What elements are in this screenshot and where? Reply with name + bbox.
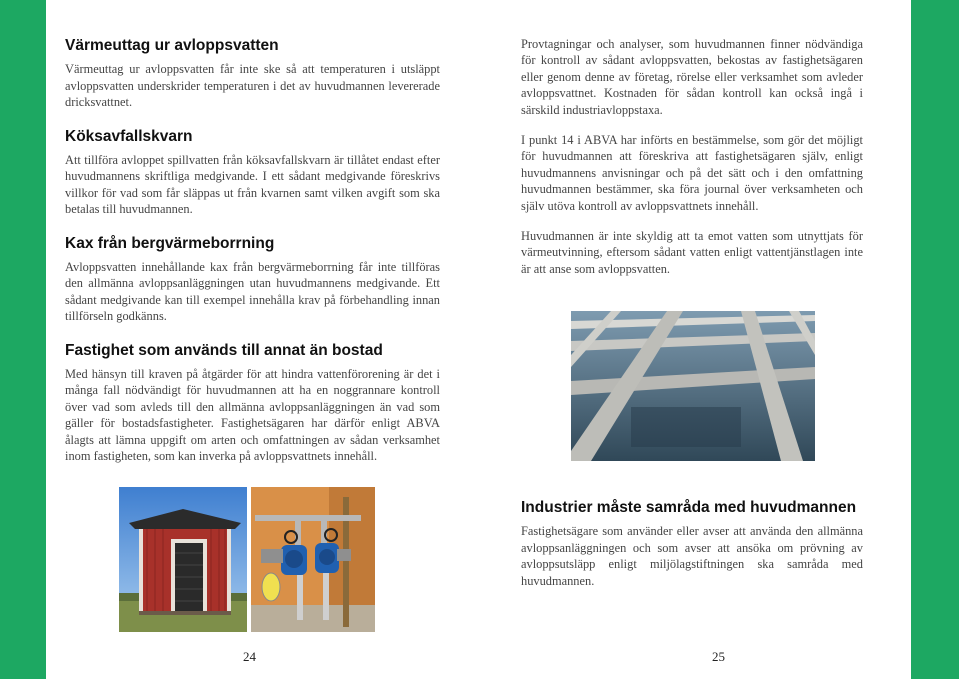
section-heading-non-residential: Fastighet som används till annat än bostad bbox=[65, 341, 383, 359]
right-accent-band bbox=[911, 0, 959, 679]
section-body-kitchen-grinder: Att tillföra avloppet spillvatten från köksavfallskvarn är tillåtet endast efter huvudmannens skriftliga medgivande. I ett sådant medgivande föreskrivs villkor för vad som får släppas ut från kvarnen samt vilken avgift som ska betalas till huvudmannen. bbox=[65, 152, 440, 217]
page-number-right: 25 bbox=[712, 649, 725, 664]
pump-house-photo bbox=[119, 487, 247, 632]
treatment-basin-photo bbox=[571, 311, 815, 461]
section-heading-heat-extraction: Värmeuttag ur avloppsvatten bbox=[65, 37, 279, 54]
section-heading-industries: Industrier måste samråda med huvudmannen bbox=[521, 499, 857, 516]
section-heading-kitchen-grinder: Köksavfallskvarn bbox=[65, 127, 193, 145]
left-accent-band bbox=[0, 0, 46, 679]
industry-section bbox=[521, 498, 863, 589]
page-number-left: 24 bbox=[243, 649, 256, 664]
section-body-heat-extraction: Värmeuttag ur avloppsvatten får inte ske så att temperaturen i utsläppt avloppsvatten underskrider temperaturen i det av huvudmannen levererade dricksvattnet. bbox=[65, 62, 440, 110]
photo-row bbox=[119, 487, 375, 632]
left-page-column bbox=[65, 36, 440, 464]
valves-photo bbox=[251, 487, 375, 632]
section-body-industries: Fastighetsägare som använder eller avser att använda den allmänna avloppsanläggningen och som avser att ansöka om prövning av avloppsutsläpp enligt miljölagstiftningen ska samråda med huvudmannen. bbox=[521, 524, 863, 588]
section-body-drill-cuttings: Avloppsvatten innehållande kax från bergvärmeborrning får inte tillföras den allmänna avloppsanläggningen utan huvudmannens medgivande. Ett sådant medgivande kan till exempel innehålla krav på förbehandling innan tillförseln godkänns. bbox=[65, 259, 440, 324]
section-heading-drill-cuttings: Kax från bergvärmeborrning bbox=[65, 234, 275, 252]
paragraph-abva-point-14: I punkt 14 i ABVA har införts en bestämmelse, som gör det möjligt för huvudmannen att föreskriva att fastighetsägaren själv, enligt huvudmannens anvisningar och på det sätt och i den omfattning huvudmannen bestämmer, ska föra journal över verksamheten och själv utöva kontroll av avloppsvattnets innehåll. bbox=[521, 133, 863, 213]
right-page-column bbox=[521, 36, 863, 277]
paragraph-sampling-costs: Provtagningar och analyser, som huvudmannen finner nödvändiga för kontroll av sådant avloppsvatten, bekostas av fastighetsägaren eller genom denne av företag, rörelse eller verksamhet som avleder avloppsvattnet. Kostnaden för sådan kontroll kan också ingå i särskild industriavloppstaxa. bbox=[521, 37, 863, 117]
paragraph-heat-recovery-water: Huvudmannen är inte skyldig att ta emot vatten som utnyttjats för värmeutvinning, eftersom sådant vatten enligt vattentjänstlagen inte är att anse som avloppsvatten. bbox=[521, 229, 863, 276]
section-body-non-residential: Med hänsyn till kraven på åtgärder för att hindra vattenförorening är det i många fall nödvändigt för huvudmannen att ha en noggrannare kontroll över vad som avleds till den allmänna avloppsanläggningen än vad som gäller för bostadsfastigheter. Fastighetsägaren har därför enligt ABVA ålagts att lämna uppgift om arten och omfattningen av sådan verksamhet inom fastigheten, som kan inverka på avloppsvattnets innehåll. bbox=[65, 366, 440, 463]
